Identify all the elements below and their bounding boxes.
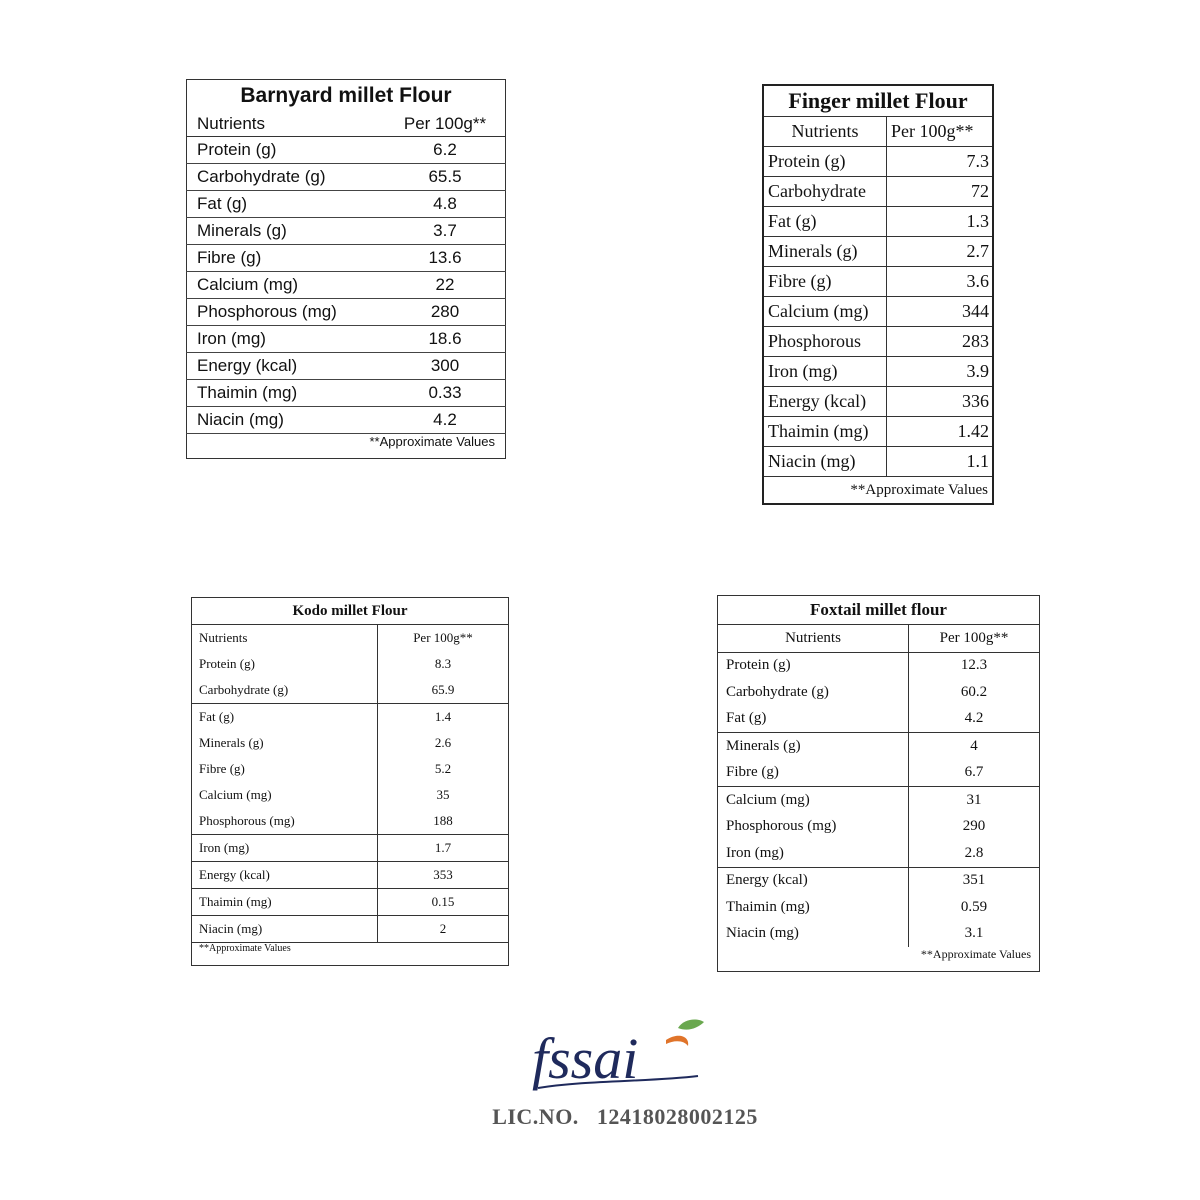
table-row — [192, 756, 509, 782]
nutrient-name: Iron (mg) — [187, 326, 386, 353]
table-row — [718, 760, 1040, 787]
nutrient-value: 8.3 — [434, 656, 452, 671]
nutrient-value: 22 — [385, 272, 506, 299]
nutrient-name: Niacin (mg) — [187, 407, 386, 434]
header-nutrients: Nutrients — [187, 112, 386, 137]
table-row — [718, 894, 1040, 921]
nutrient-name: Minerals (g) — [192, 730, 378, 756]
nutrient-name: Thaimin (mg) — [192, 889, 378, 916]
table-row — [187, 299, 506, 326]
logo-text: fssai — [532, 1026, 639, 1091]
table-row — [763, 327, 993, 357]
table-row — [763, 147, 993, 177]
nutrient-value: 7.3 — [887, 147, 994, 177]
table-row — [187, 137, 506, 164]
table-row — [718, 921, 1040, 948]
nutrient-value: 1.42 — [887, 417, 994, 447]
nutrient-value: 4.8 — [385, 191, 506, 218]
table-row — [763, 447, 993, 477]
nutrient-name: Carbohydrate — [763, 177, 887, 207]
table-row — [718, 787, 1040, 814]
nutrient-value: 65.9 — [378, 677, 509, 704]
footnote: **Approximate Values — [369, 434, 495, 449]
nutrient-value: 4.2 — [909, 706, 1040, 733]
table-row — [763, 177, 993, 207]
nutrient-name: Calcium (mg) — [187, 272, 386, 299]
nutrient-value: 31 — [966, 791, 982, 808]
table-row — [187, 326, 506, 353]
table-row — [187, 380, 506, 407]
nutrient-name: Niacin (mg) — [192, 916, 378, 943]
table-row — [763, 297, 993, 327]
nutrient-value: 2.6 — [434, 735, 452, 750]
table-row — [718, 867, 1040, 894]
table-row — [187, 218, 506, 245]
nutrient-name: Fibre (g) — [192, 756, 378, 782]
foxtail-table — [717, 595, 1040, 972]
nutrient-value: 5.2 — [434, 761, 452, 776]
table-row — [187, 191, 506, 218]
kodo-table — [191, 597, 509, 966]
nutrient-value: 2.8 — [909, 840, 1040, 867]
table-row — [763, 387, 993, 417]
nutrient-value: 65.5 — [385, 164, 506, 191]
nutrient-name: Carbohydrate (g) — [192, 677, 378, 704]
table-row — [187, 245, 506, 272]
nutrient-value: 1.1 — [887, 447, 994, 477]
nutrient-value: 6.2 — [385, 137, 506, 164]
finger-table — [762, 84, 994, 505]
nutrient-value: 3.9 — [887, 357, 994, 387]
header-nutrients: Nutrients — [192, 625, 378, 652]
table-row — [718, 652, 1040, 679]
nutrient-name: Carbohydrate (g) — [187, 164, 386, 191]
table-row — [718, 733, 1040, 760]
header-per-100g: Per 100g** — [385, 112, 506, 137]
nutrient-name: Energy (kcal) — [763, 387, 887, 417]
nutrient-value: 188 — [378, 808, 509, 835]
table-title: Barnyard millet Flour — [240, 84, 452, 107]
table-title: Foxtail millet flour — [718, 596, 1040, 625]
leaf-icon — [678, 1020, 704, 1030]
nutrient-value: 2 — [378, 916, 509, 943]
nutrient-value: 1.4 — [434, 709, 452, 724]
table-row — [192, 835, 509, 862]
nutrient-name: Thaimin (mg) — [718, 894, 909, 921]
table-row — [763, 237, 993, 267]
nutrient-name: Thaimin (mg) — [187, 380, 386, 407]
nutrient-name: Fat (g) — [763, 207, 887, 237]
nutrient-value: 3.6 — [887, 267, 994, 297]
nutrient-value: 344 — [887, 297, 994, 327]
nutrient-name: Carbohydrate (g) — [718, 679, 909, 706]
nutrient-name: Fibre (g) — [187, 245, 386, 272]
nutrient-name: Niacin (mg) — [763, 447, 887, 477]
nutrient-value: 0.33 — [385, 380, 506, 407]
nutrient-name: Minerals (g) — [763, 237, 887, 267]
nutrient-name: Phosphorous (mg) — [187, 299, 386, 326]
logo-accent-icon — [666, 1036, 688, 1046]
nutrient-name: Fat (g) — [187, 191, 386, 218]
header-nutrients: Nutrients — [718, 625, 909, 653]
nutrient-value: 3.7 — [385, 218, 506, 245]
table-title: Kodo millet Flour — [192, 598, 509, 625]
table-row — [192, 862, 509, 889]
nutrient-name: Protein (g) — [718, 652, 909, 679]
nutrient-name: Calcium (mg) — [763, 297, 887, 327]
nutrient-name: Minerals (g) — [187, 218, 386, 245]
table-row — [192, 889, 509, 916]
nutrient-value: 336 — [887, 387, 994, 417]
table-title: Finger millet Flour — [763, 85, 993, 117]
nutrient-value: 351 — [962, 872, 986, 889]
nutrient-name: Calcium (mg) — [718, 787, 909, 814]
nutrient-value: 283 — [887, 327, 994, 357]
nutrient-name: Protein (g) — [192, 651, 378, 677]
table-row — [192, 677, 509, 704]
table-row — [192, 730, 509, 756]
nutrient-value: 6.7 — [909, 760, 1040, 787]
barnyard-table — [186, 79, 506, 459]
footnote: **Approximate Values — [920, 947, 1031, 961]
nutrient-name: Thaimin (mg) — [763, 417, 887, 447]
header-nutrients: Nutrients — [763, 117, 887, 147]
nutrient-value: 4.2 — [385, 407, 506, 434]
nutrient-name: Energy (kcal) — [718, 867, 909, 894]
nutrient-name: Iron (mg) — [763, 357, 887, 387]
table-row — [187, 407, 506, 434]
nutrient-name: Minerals (g) — [718, 733, 909, 760]
nutrient-name: Protein (g) — [763, 147, 887, 177]
nutrient-value: 18.6 — [385, 326, 506, 353]
header-per-100g: Per 100g** — [909, 625, 1040, 653]
nutrient-name: Fat (g) — [718, 706, 909, 733]
nutrient-name: Phosphorous — [763, 327, 887, 357]
nutrient-value: 60.2 — [960, 683, 988, 700]
nutrient-value: 290 — [962, 818, 986, 835]
footnote: **Approximate Values — [199, 943, 291, 954]
nutrient-name: Niacin (mg) — [718, 921, 909, 948]
nutrient-value: 35 — [436, 787, 450, 802]
nutrient-value: 72 — [887, 177, 994, 207]
table-row — [192, 651, 509, 677]
nutrient-value: 13.6 — [385, 245, 506, 272]
nutrient-value: 353 — [378, 862, 509, 889]
license-label: LIC.NO. — [492, 1104, 579, 1129]
nutrient-name: Calcium (mg) — [192, 782, 378, 808]
table-row — [187, 353, 506, 380]
table-row — [763, 357, 993, 387]
table-row — [763, 417, 993, 447]
nutrient-name: Protein (g) — [187, 137, 386, 164]
table-row — [192, 782, 509, 808]
nutrient-value: 1.3 — [887, 207, 994, 237]
license-line — [400, 1104, 850, 1130]
nutrient-name: Fat (g) — [192, 704, 378, 731]
table-row — [192, 916, 509, 943]
header-per-100g: Per 100g** — [413, 630, 473, 645]
nutrient-value: 2.7 — [887, 237, 994, 267]
table-row — [718, 706, 1040, 733]
nutrient-name: Energy (kcal) — [192, 862, 378, 889]
nutrient-value: 0.15 — [378, 889, 509, 916]
table-row — [718, 814, 1040, 841]
table-row — [763, 267, 993, 297]
nutrient-value: 4 — [970, 737, 978, 754]
header-per-100g: Per 100g** — [887, 117, 994, 147]
table-row — [718, 679, 1040, 706]
fssai-logo — [528, 1018, 708, 1096]
table-row — [187, 272, 506, 299]
table-row — [192, 704, 509, 731]
nutrient-name: Phosphorous (mg) — [718, 814, 909, 841]
nutrient-name: Iron (mg) — [192, 835, 378, 862]
nutrient-value: 0.59 — [960, 898, 988, 915]
nutrient-name: Phosphorous (mg) — [192, 808, 378, 835]
nutrient-value: 280 — [385, 299, 506, 326]
nutrient-value: 3.1 — [964, 925, 984, 942]
table-row — [763, 207, 993, 237]
table-row — [718, 840, 1040, 867]
table-row — [192, 808, 509, 835]
nutrient-name: Fibre (g) — [718, 760, 909, 787]
nutrient-value: 300 — [385, 353, 506, 380]
nutrient-name: Energy (kcal) — [187, 353, 386, 380]
nutrient-name: Iron (mg) — [718, 840, 909, 867]
nutrient-value: 12.3 — [960, 657, 988, 674]
license-number: 12418028002125 — [596, 1104, 758, 1129]
footnote: **Approximate Values — [763, 477, 993, 505]
nutrient-value: 1.7 — [378, 835, 509, 862]
table-row — [187, 164, 506, 191]
nutrient-name: Fibre (g) — [763, 267, 887, 297]
